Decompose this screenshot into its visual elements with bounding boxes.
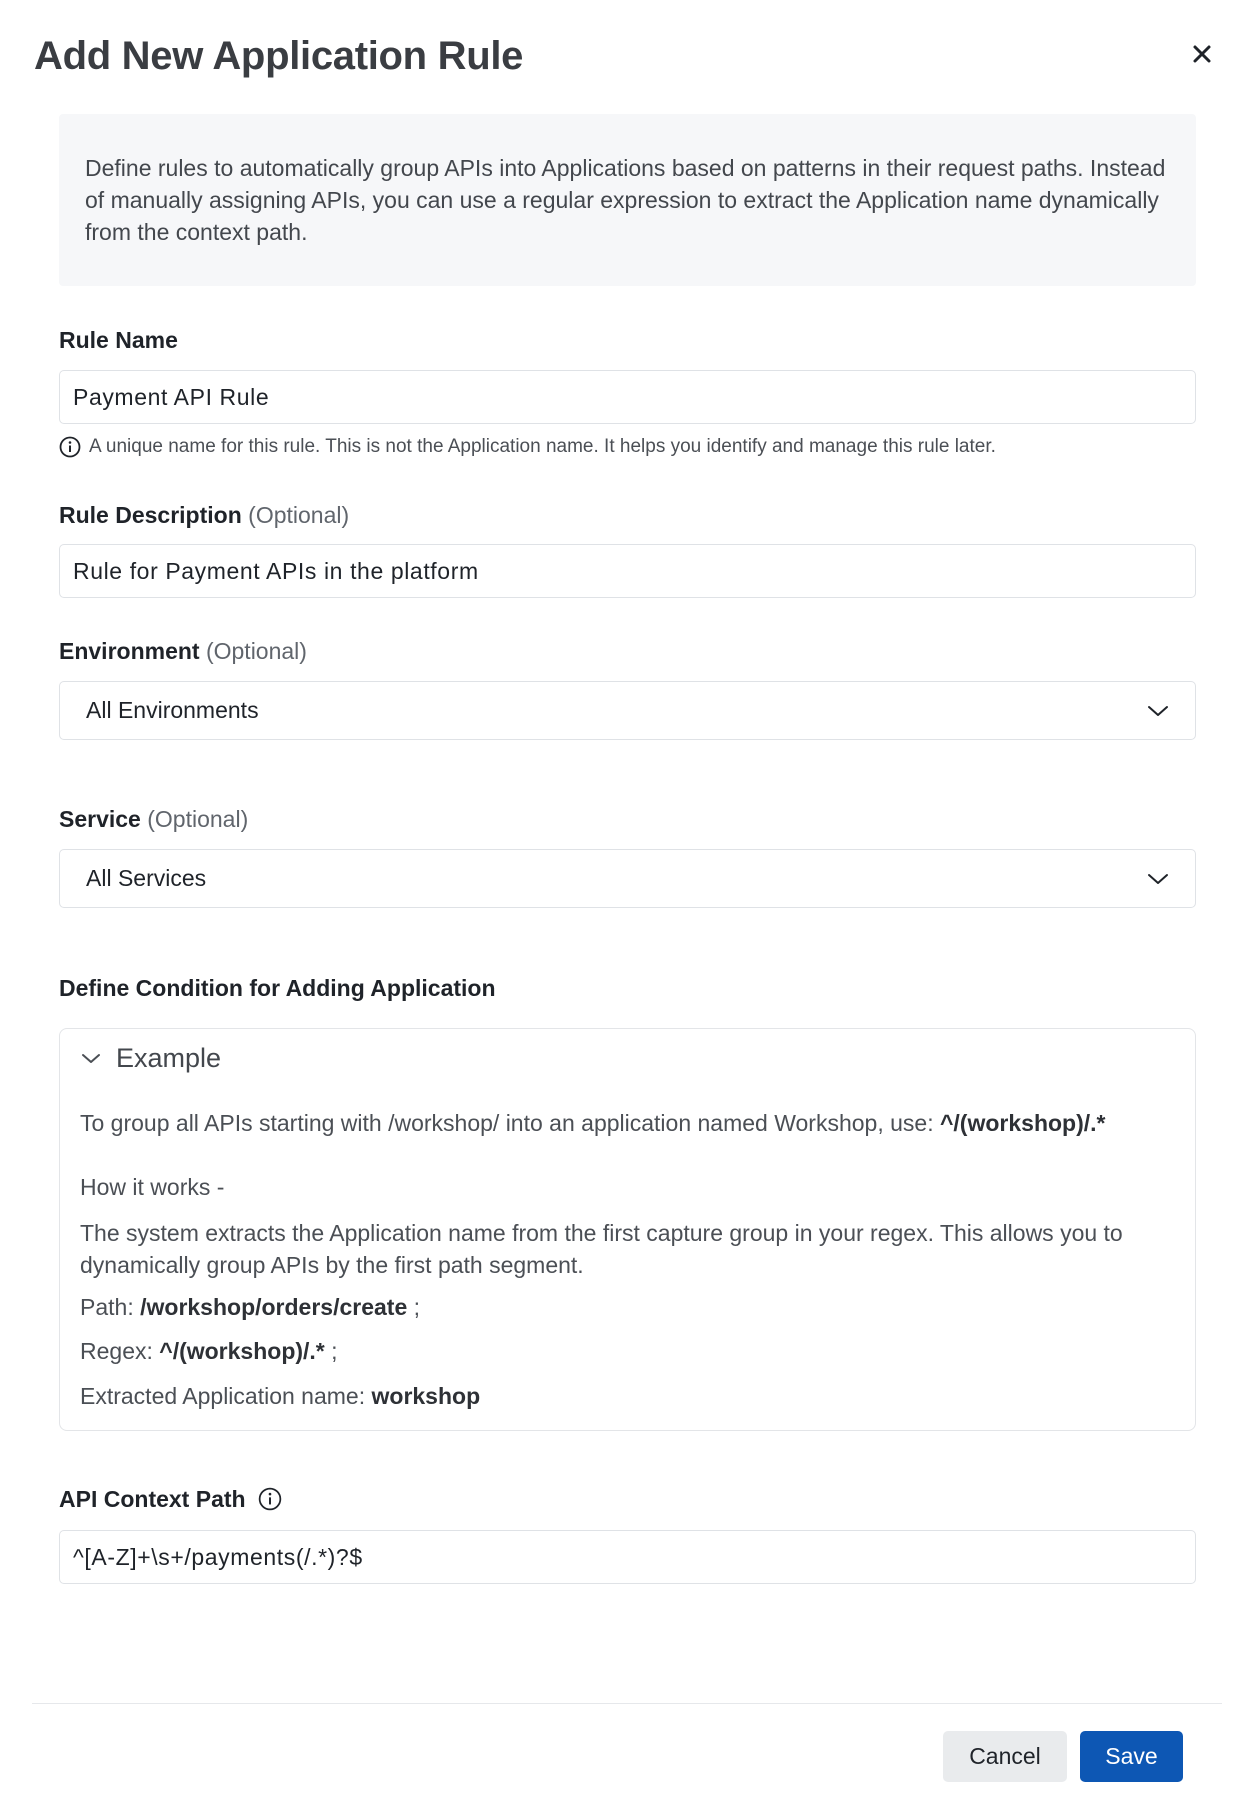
api-context-path-input[interactable]: ^[A-Z]+\s+/payments(/.*)?$ [59,1530,1196,1584]
how-it-works-title: How it works - [80,1174,225,1200]
dialog-title: Add New Application Rule [34,34,524,78]
cancel-button[interactable]: Cancel [943,1731,1067,1782]
how-it-works-text: The system extracts the Application name from the first capture group in your regex. This allows you to dynamically group APIs by the first path segment. [80,1220,1123,1278]
chevron-down-icon [1147,704,1169,718]
optional-tag: (Optional) [147,806,249,832]
environment-select[interactable] [59,681,1196,740]
rule-name-input[interactable]: Payment API Rule [59,370,1196,424]
chevron-down-icon [80,1052,102,1066]
example-path-value: /workshop/orders/create [140,1294,408,1320]
info-icon [59,436,81,458]
example-regex-value: ^/(workshop)/.* [159,1338,325,1364]
close-button[interactable] [1184,36,1220,72]
api-context-path-label: API Context Path [59,1484,282,1514]
rule-name-hint-text: A unique name for this rule. This is not the Application name. It helps you identify and manage this rule later. [89,436,996,457]
example-heading: Example [116,1043,222,1073]
example-extracted-line: Extracted Application name: workshop [80,1383,481,1409]
info-icon[interactable] [258,1487,282,1511]
close-icon [1192,44,1212,64]
condition-section-title: Define Condition for Adding Application [59,975,496,1001]
example-panel [59,1028,1196,1431]
example-intro: To group all APIs starting with /workshop/ into an application named Workshop, use: ^/(workshop)/.* [80,1110,1106,1136]
environment-label: Environment (Optional) [59,638,307,664]
intro-text: Define rules to automatically group APIs into Applications based on patterns in their request paths. Instead of manually assigning APIs, you can use a regular expression to extract the Application name dynamically from the context path. [85,155,1166,245]
service-select[interactable] [59,849,1196,908]
example-intro-regex: ^/(workshop)/.* [939,1110,1106,1136]
chevron-down-icon [1147,872,1169,886]
optional-tag: (Optional) [205,638,307,664]
optional-tag: (Optional) [248,502,350,528]
save-button[interactable]: Save [1080,1731,1183,1782]
dialog-header [34,30,1220,82]
intro-panel [59,114,1196,286]
rule-name-label: Rule Name [59,327,178,353]
example-toggle[interactable] [80,1043,221,1074]
rule-description-label: Rule Description (Optional) [59,502,350,528]
rule-description-input[interactable]: Rule for Payment APIs in the platform [59,544,1196,598]
example-extracted-value: workshop [371,1383,481,1409]
service-selected-value: All Services [86,865,207,891]
example-regex-line: Regex: ^/(workshop)/.* ; [80,1338,338,1364]
footer-divider [32,1703,1222,1704]
service-label: Service (Optional) [59,806,249,832]
example-path-line: Path: /workshop/orders/create ; [80,1294,421,1320]
environment-selected-value: All Environments [86,697,259,723]
rule-name-hint [59,436,996,458]
